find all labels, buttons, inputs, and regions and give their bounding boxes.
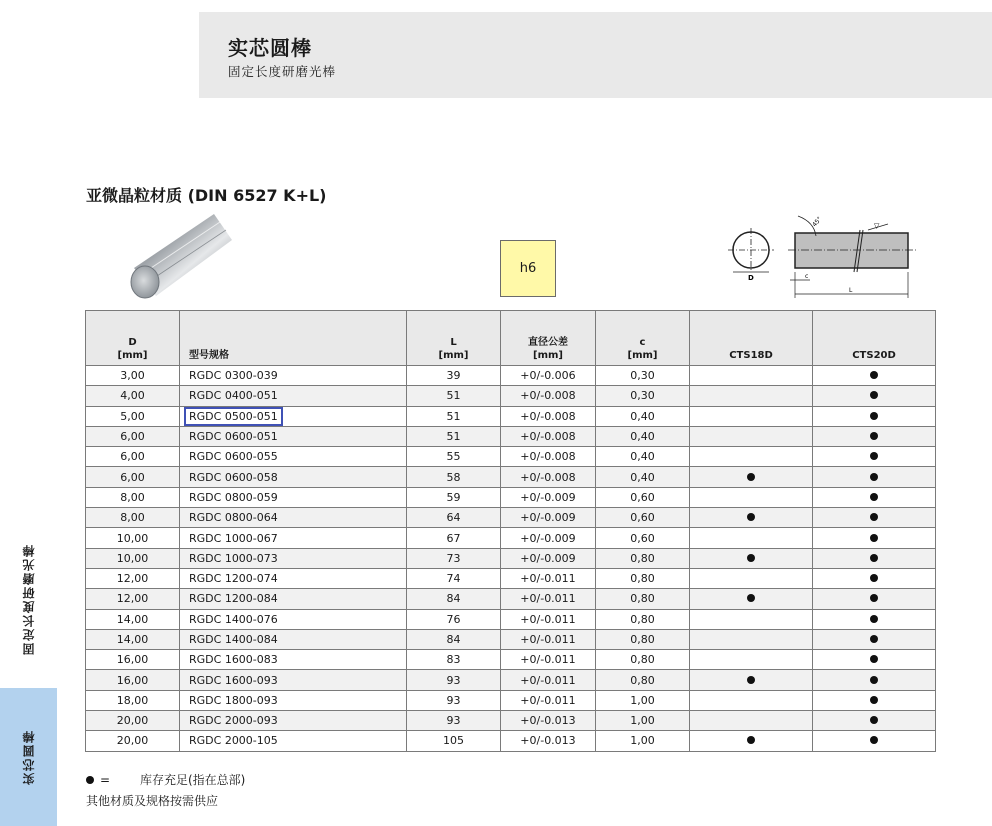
section-title: 亚微晶粒材质 (DIN 6527 K+L)	[86, 186, 327, 205]
cell-chamfer: 1,00	[596, 690, 690, 710]
cell-cts18d	[690, 467, 813, 487]
cell-chamfer: 0,80	[596, 589, 690, 609]
cell-chamfer: 0,40	[596, 426, 690, 446]
cell-chamfer: 0,80	[596, 670, 690, 690]
cell-diameter: 8,00	[86, 508, 180, 528]
tolerance-class-badge: h6	[500, 240, 556, 297]
model-code[interactable]: RGDC 1200-084	[189, 592, 278, 606]
cell-length: 51	[407, 386, 501, 406]
cell-length: 83	[407, 650, 501, 670]
cell-cts18d	[690, 670, 813, 690]
side-tab-ground-rod[interactable]: 固定长度研磨光棒	[0, 520, 57, 678]
model-code[interactable]: RGDC 0800-064	[189, 511, 278, 525]
cell-cts18d	[690, 386, 813, 406]
table-row	[86, 508, 936, 528]
drawing-label-l: L	[849, 287, 853, 294]
cell-length: 39	[407, 366, 501, 386]
cell-model	[180, 366, 407, 386]
cell-cts20d	[813, 589, 936, 609]
cell-length: 74	[407, 568, 501, 588]
in-stock-dot-icon	[870, 736, 878, 744]
cell-tolerance: +0/-0.011	[501, 650, 596, 670]
col-header-chamfer: c [mm]	[596, 311, 690, 366]
cell-diameter: 16,00	[86, 670, 180, 690]
drawing-label-d: D	[748, 274, 754, 282]
cell-cts20d	[813, 386, 936, 406]
model-code[interactable]: RGDC 1800-093	[189, 693, 278, 707]
cell-length: 105	[407, 731, 501, 751]
table-row	[86, 629, 936, 649]
table-row	[86, 568, 936, 588]
cell-diameter: 12,00	[86, 568, 180, 588]
cell-cts20d	[813, 467, 936, 487]
cell-diameter: 6,00	[86, 467, 180, 487]
cell-length: 55	[407, 447, 501, 467]
cell-tolerance: +0/-0.008	[501, 467, 596, 487]
cell-model	[180, 650, 407, 670]
in-stock-dot-icon	[870, 615, 878, 623]
cell-model	[180, 487, 407, 507]
round-rod-image	[128, 210, 234, 302]
cell-diameter: 4,00	[86, 386, 180, 406]
cell-diameter: 3,00	[86, 366, 180, 386]
cell-model	[180, 447, 407, 467]
in-stock-dot-icon	[870, 432, 878, 440]
cell-chamfer: 0,40	[596, 406, 690, 426]
table-row	[86, 447, 936, 467]
model-code[interactable]: RGDC 0600-055	[189, 450, 278, 464]
cell-length: 73	[407, 548, 501, 568]
cell-cts20d	[813, 711, 936, 731]
in-stock-dot-icon	[870, 635, 878, 643]
cell-chamfer: 0,60	[596, 528, 690, 548]
cell-length: 76	[407, 609, 501, 629]
cell-cts20d	[813, 629, 936, 649]
cell-tolerance: +0/-0.008	[501, 447, 596, 467]
table-row	[86, 609, 936, 629]
in-stock-dot-icon	[870, 655, 878, 663]
table-row	[86, 650, 936, 670]
cell-cts20d	[813, 650, 936, 670]
cell-cts18d	[690, 508, 813, 528]
cell-tolerance: +0/-0.011	[501, 589, 596, 609]
in-stock-dot-icon	[870, 493, 878, 501]
model-code[interactable]: RGDC 2000-093	[189, 714, 278, 728]
cell-tolerance: +0/-0.009	[501, 548, 596, 568]
model-code[interactable]: RGDC 0600-058	[189, 470, 278, 484]
table-row	[86, 731, 936, 751]
cell-chamfer: 0,60	[596, 508, 690, 528]
cell-chamfer: 0,80	[596, 609, 690, 629]
cell-chamfer: 0,30	[596, 386, 690, 406]
svg-text:▽: ▽	[874, 222, 880, 230]
cell-cts18d	[690, 426, 813, 446]
cell-tolerance: +0/-0.011	[501, 568, 596, 588]
cell-model	[180, 528, 407, 548]
cell-length: 93	[407, 690, 501, 710]
legend	[86, 771, 245, 788]
cell-model	[180, 386, 407, 406]
cell-model	[180, 731, 407, 751]
cell-length: 84	[407, 589, 501, 609]
model-code[interactable]: RGDC 0500-051	[189, 409, 278, 423]
cell-model	[180, 406, 407, 426]
cell-length: 58	[407, 467, 501, 487]
in-stock-dot-icon	[747, 513, 755, 521]
cell-cts18d	[690, 731, 813, 751]
model-code[interactable]: RGDC 0800-059	[189, 490, 278, 504]
table-row	[86, 589, 936, 609]
cell-chamfer: 0,80	[596, 568, 690, 588]
model-code[interactable]: RGDC 1600-083	[189, 653, 278, 667]
col-header-cts20d: CTS20D	[813, 311, 936, 366]
cell-model	[180, 670, 407, 690]
cell-chamfer: 0,30	[596, 366, 690, 386]
cell-diameter: 14,00	[86, 629, 180, 649]
table-row	[86, 467, 936, 487]
product-spec-table	[85, 310, 936, 752]
cell-cts20d	[813, 406, 936, 426]
cell-tolerance: +0/-0.006	[501, 366, 596, 386]
cell-cts18d	[690, 406, 813, 426]
in-stock-dot-icon	[870, 534, 878, 542]
in-stock-dot-icon	[870, 574, 878, 582]
side-tab-solid-rod[interactable]: 实芯圆棒	[0, 688, 57, 826]
model-code[interactable]: RGDC 1600-093	[189, 673, 278, 687]
cell-model	[180, 508, 407, 528]
cell-diameter: 20,00	[86, 731, 180, 751]
cell-cts18d	[690, 589, 813, 609]
cell-cts18d	[690, 568, 813, 588]
cell-model	[180, 711, 407, 731]
cell-length: 93	[407, 670, 501, 690]
in-stock-dot-icon	[870, 452, 878, 460]
cell-cts18d	[690, 690, 813, 710]
col-header-length: L [mm]	[407, 311, 501, 366]
col-header-model: 型号规格	[180, 311, 407, 366]
model-code[interactable]: RGDC 1000-073	[189, 551, 278, 565]
cell-tolerance: +0/-0.013	[501, 711, 596, 731]
cell-tolerance: +0/-0.011	[501, 609, 596, 629]
cell-model	[180, 426, 407, 446]
in-stock-dot-icon	[870, 412, 878, 420]
cell-cts18d	[690, 548, 813, 568]
in-stock-dot-icon	[747, 594, 755, 602]
col-header-diameter: D [mm]	[86, 311, 180, 366]
cell-cts20d	[813, 508, 936, 528]
in-stock-dot-icon	[870, 391, 878, 399]
cell-cts18d	[690, 629, 813, 649]
cell-cts20d	[813, 690, 936, 710]
table-row	[86, 366, 936, 386]
cell-cts20d	[813, 568, 936, 588]
cell-model	[180, 548, 407, 568]
cell-cts18d	[690, 650, 813, 670]
cell-cts20d	[813, 609, 936, 629]
in-stock-dot-icon	[870, 594, 878, 602]
cell-tolerance: +0/-0.009	[501, 487, 596, 507]
cell-model	[180, 609, 407, 629]
cell-diameter: 14,00	[86, 609, 180, 629]
model-code[interactable]: RGDC 1400-076	[189, 612, 278, 626]
table-row	[86, 487, 936, 507]
in-stock-dot-icon	[747, 554, 755, 562]
cell-length: 51	[407, 426, 501, 446]
in-stock-dot-icon	[870, 554, 878, 562]
cell-tolerance: +0/-0.008	[501, 386, 596, 406]
cell-cts20d	[813, 426, 936, 446]
model-code[interactable]: RGDC 0300-039	[189, 369, 278, 383]
in-stock-dot-icon	[747, 676, 755, 684]
table-row	[86, 528, 936, 548]
model-code[interactable]: RGDC 1200-074	[189, 572, 278, 586]
model-code[interactable]: RGDC 0400-051	[189, 389, 278, 403]
svg-text:45°: 45°	[811, 215, 824, 229]
cell-tolerance: +0/-0.008	[501, 426, 596, 446]
in-stock-dot-icon	[870, 696, 878, 704]
cell-length: 84	[407, 629, 501, 649]
table-row	[86, 690, 936, 710]
in-stock-dot-icon	[747, 736, 755, 744]
cell-diameter: 18,00	[86, 690, 180, 710]
table-row	[86, 548, 936, 568]
cell-chamfer: 0,40	[596, 447, 690, 467]
in-stock-dot-icon	[870, 716, 878, 724]
cell-tolerance: +0/-0.009	[501, 508, 596, 528]
cell-chamfer: 1,00	[596, 731, 690, 751]
cell-tolerance: +0/-0.013	[501, 731, 596, 751]
table-row	[86, 386, 936, 406]
filled-circle-icon	[86, 776, 94, 784]
model-code[interactable]: RGDC 2000-105	[189, 734, 278, 748]
table-row	[86, 711, 936, 731]
cell-tolerance: +0/-0.008	[501, 406, 596, 426]
table-row	[86, 406, 936, 426]
model-code[interactable]: RGDC 0600-051	[189, 430, 278, 444]
cell-length: 67	[407, 528, 501, 548]
cell-diameter: 20,00	[86, 711, 180, 731]
cell-cts18d	[690, 711, 813, 731]
cell-diameter: 6,00	[86, 426, 180, 446]
cell-cts20d	[813, 670, 936, 690]
cell-cts20d	[813, 487, 936, 507]
cell-tolerance: +0/-0.011	[501, 690, 596, 710]
page-header	[199, 12, 992, 98]
cell-cts20d	[813, 447, 936, 467]
cell-tolerance: +0/-0.009	[501, 528, 596, 548]
cell-cts20d	[813, 528, 936, 548]
cell-chamfer: 0,60	[596, 487, 690, 507]
cell-model	[180, 690, 407, 710]
cell-chamfer: 0,40	[596, 467, 690, 487]
cell-cts18d	[690, 366, 813, 386]
cell-chamfer: 1,00	[596, 711, 690, 731]
cell-length: 51	[407, 406, 501, 426]
cell-cts18d	[690, 528, 813, 548]
cell-diameter: 10,00	[86, 548, 180, 568]
in-stock-dot-icon	[870, 371, 878, 379]
cell-diameter: 5,00	[86, 406, 180, 426]
cell-tolerance: +0/-0.011	[501, 670, 596, 690]
cell-chamfer: 0,80	[596, 548, 690, 568]
cell-model	[180, 629, 407, 649]
cell-model	[180, 568, 407, 588]
cell-cts18d	[690, 609, 813, 629]
page-title: 实芯圆棒	[228, 36, 312, 60]
cell-cts18d	[690, 447, 813, 467]
cell-model	[180, 467, 407, 487]
cell-cts18d	[690, 487, 813, 507]
model-code[interactable]: RGDC 1000-067	[189, 531, 278, 545]
table-row	[86, 426, 936, 446]
in-stock-dot-icon	[747, 473, 755, 481]
cell-diameter: 6,00	[86, 447, 180, 467]
legend-equals: =	[100, 772, 111, 787]
table-row	[86, 670, 936, 690]
drawing-label-c: c	[805, 273, 809, 280]
cell-length: 64	[407, 508, 501, 528]
cell-tolerance: +0/-0.011	[501, 629, 596, 649]
cell-length: 59	[407, 487, 501, 507]
model-code[interactable]: RGDC 1400-084	[189, 633, 278, 646]
in-stock-dot-icon	[870, 513, 878, 521]
col-header-tolerance: 直径公差 [mm]	[501, 311, 596, 366]
cell-chamfer: 0,80	[596, 650, 690, 670]
in-stock-dot-icon	[870, 473, 878, 481]
table-header-row	[86, 311, 936, 366]
in-stock-dot-icon	[870, 676, 878, 684]
cell-cts20d	[813, 366, 936, 386]
cell-chamfer: 0,80	[596, 629, 690, 649]
cell-length: 93	[407, 711, 501, 731]
cell-diameter: 10,00	[86, 528, 180, 548]
cell-cts20d	[813, 548, 936, 568]
legend-text: 库存充足(指在总部)	[140, 773, 246, 787]
page-subtitle: 固定长度研磨光棒	[228, 64, 337, 79]
technical-drawing	[728, 212, 918, 300]
col-header-cts18d: CTS18D	[690, 311, 813, 366]
cell-diameter: 16,00	[86, 650, 180, 670]
cell-diameter: 12,00	[86, 589, 180, 609]
cell-model	[180, 589, 407, 609]
cell-cts20d	[813, 731, 936, 751]
availability-note: 其他材质及规格按需供应	[86, 794, 219, 808]
cell-diameter: 8,00	[86, 487, 180, 507]
